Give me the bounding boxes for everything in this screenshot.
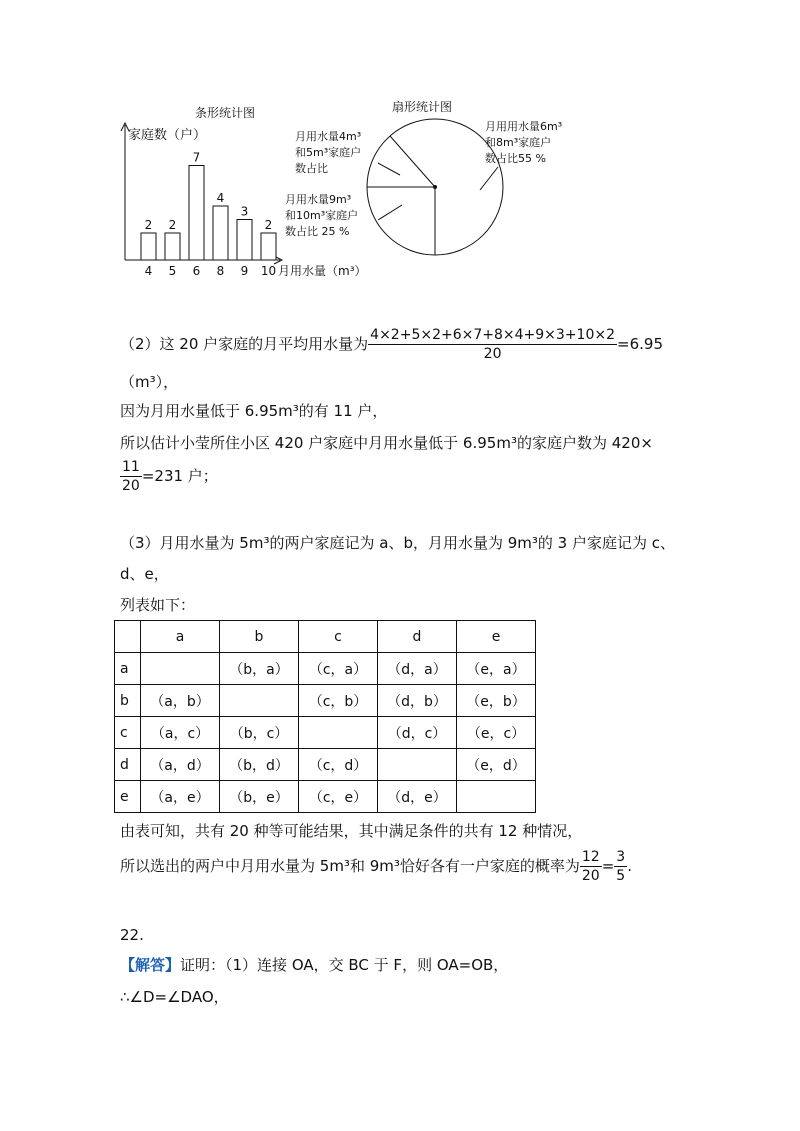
table-cell: （c，b） bbox=[299, 685, 378, 717]
part2-fraction2 bbox=[120, 458, 142, 495]
table-cell bbox=[378, 749, 457, 781]
table-cell: e bbox=[457, 621, 536, 653]
table-cell: （b，d） bbox=[220, 749, 299, 781]
bar-category-label: 4 bbox=[144, 264, 153, 278]
part3-fraction2 bbox=[614, 848, 627, 885]
part2-line1 bbox=[120, 326, 663, 363]
pie-chart-title: 扇形统计图 bbox=[392, 100, 453, 114]
bar-5 bbox=[165, 233, 180, 260]
bar-category-label: 8 bbox=[216, 264, 225, 278]
table-cell bbox=[457, 781, 536, 813]
table-cell: d bbox=[378, 621, 457, 653]
table-cell: （d，e） bbox=[378, 781, 457, 813]
part3-eq: = bbox=[601, 857, 615, 875]
q22-number: 22. bbox=[120, 926, 144, 944]
table-cell: （e，b） bbox=[457, 685, 536, 717]
part3-line1: （3）月用水量为 5m³的两户家庭记为 a、b，月用水量为 9m³的 3 户家庭记为 c、 bbox=[120, 534, 675, 552]
bars-group bbox=[141, 151, 276, 279]
table-cell: （e，d） bbox=[457, 749, 536, 781]
part3-conclusion2-prefix: 所以选出的两户中月用水量为 5m³和 9m³恰好各有一户家庭的概率为 bbox=[120, 857, 580, 875]
table-cell: （a，e） bbox=[141, 781, 220, 813]
bar-chart-xlabel: 月用水量（m³） bbox=[278, 264, 367, 278]
pie-divider-1 bbox=[390, 136, 435, 187]
table-cell bbox=[141, 653, 220, 685]
table-row bbox=[115, 653, 536, 685]
q22-line1 bbox=[120, 955, 508, 975]
table-cell: （b，a） bbox=[220, 653, 299, 685]
part2-frac2-den: 20 bbox=[122, 478, 140, 494]
pie-label-bottom-left-1: 月用水量9m³ bbox=[285, 193, 352, 206]
table-cell: （e，a） bbox=[457, 653, 536, 685]
table-cell: （e，c） bbox=[457, 717, 536, 749]
table-cell: （a，c） bbox=[141, 717, 220, 749]
bar-value-label: 4 bbox=[216, 191, 225, 205]
pie-label-bottom-left-2: 和10m³家庭户 bbox=[285, 209, 359, 222]
pie-label-top-left-2: 和5m³家庭户 bbox=[295, 146, 362, 159]
pie-label-bottom-left-3: 数占比 25 % bbox=[285, 225, 350, 238]
pie-center bbox=[433, 185, 437, 189]
table-cell: （d，c） bbox=[378, 717, 457, 749]
table-cell bbox=[220, 685, 299, 717]
bar-10 bbox=[261, 233, 276, 260]
pie-label-top-left-1: 月用水量4m³ bbox=[295, 130, 362, 143]
table-cell: a bbox=[115, 653, 141, 685]
bar-category-label: 9 bbox=[240, 264, 249, 278]
q22-tag: 【解答】 bbox=[120, 956, 181, 974]
bar-6 bbox=[189, 166, 204, 261]
table-cell: d bbox=[115, 749, 141, 781]
part3-frac2-den: 5 bbox=[616, 868, 626, 884]
table-cell: c bbox=[115, 717, 141, 749]
part2-result: =6.95 bbox=[617, 335, 663, 353]
pie-label-right-3: 数占比55 % bbox=[485, 152, 546, 165]
table-cell: b bbox=[115, 685, 141, 717]
table-cell bbox=[299, 717, 378, 749]
part2-line5 bbox=[120, 458, 218, 495]
part2-frac-den: 20 bbox=[483, 346, 502, 362]
bar-chart-title: 条形统计图 bbox=[195, 106, 256, 120]
bar-9 bbox=[237, 220, 252, 261]
part3-frac2-num: 3 bbox=[616, 849, 626, 865]
q22-line1-text: 证明：（1）连接 OA，交 BC 于 F，则 OA=OB， bbox=[180, 956, 509, 974]
table-row bbox=[115, 781, 536, 813]
part2-prefix: （2）这 20 户家庭的月平均用水量为 bbox=[120, 335, 369, 353]
part2-frac-num: 4×2+5×2+6×7+8×4+9×3+10×2 bbox=[370, 327, 616, 343]
part2-line2: （m³）， bbox=[120, 373, 179, 391]
part2-frac2-num: 11 bbox=[122, 459, 140, 475]
table-cell: （b，e） bbox=[220, 781, 299, 813]
part3-fraction bbox=[580, 848, 602, 885]
table-cell: （a，b） bbox=[141, 685, 220, 717]
pie-label-right-1: 月用用水量6m³ bbox=[485, 120, 563, 133]
part3-frac-den: 20 bbox=[581, 868, 600, 884]
bar-value-label: 7 bbox=[192, 150, 201, 165]
table-row bbox=[115, 685, 536, 717]
bar-chart-ylabel: 家庭数（户） bbox=[128, 128, 207, 143]
bar-category-label: 10 bbox=[260, 264, 277, 278]
table-cell: （c，e） bbox=[299, 781, 378, 813]
leader-bottom-left bbox=[378, 205, 402, 220]
pie-label-right-2: 和8m³家庭户 bbox=[485, 136, 552, 149]
part2-line3: 因为月用水量低于 6.95m³的有 11 户， bbox=[120, 402, 388, 420]
part3-line3: 列表如下： bbox=[120, 596, 196, 614]
bar-value-label: 2 bbox=[168, 218, 177, 232]
part2-fraction bbox=[368, 326, 617, 363]
part3-end: . bbox=[627, 857, 632, 875]
bar-8 bbox=[213, 206, 228, 260]
table-cell: b bbox=[220, 621, 299, 653]
part3-conclusion2 bbox=[120, 848, 632, 885]
table-cell: （d，b） bbox=[378, 685, 457, 717]
part3-conclusion1: 由表可知，共有 20 种等可能结果，其中满足条件的共有 12 种情况， bbox=[120, 822, 583, 840]
leader-right bbox=[480, 167, 498, 190]
bar-value-label: 2 bbox=[264, 218, 273, 232]
pie-label-top-left-3: 数占比 bbox=[295, 162, 328, 175]
q22-line2: ∴∠D=∠DAO， bbox=[120, 988, 229, 1006]
table-cell: c bbox=[299, 621, 378, 653]
table-cell bbox=[115, 621, 141, 653]
table-row bbox=[115, 749, 536, 781]
leader-top-left bbox=[378, 163, 400, 175]
part3-frac-num: 12 bbox=[581, 849, 600, 865]
table-cell: a bbox=[141, 621, 220, 653]
table-row bbox=[115, 717, 536, 749]
pair-table bbox=[114, 620, 536, 813]
part2-result2: =231 户； bbox=[141, 467, 218, 485]
part2-line4: 所以估计小莹所住小区 420 户家庭中月用水量低于 6.95m³的家庭户数为 420× bbox=[120, 434, 653, 452]
pie-chart bbox=[280, 95, 580, 265]
table-cell: （c，d） bbox=[299, 749, 378, 781]
bar-4 bbox=[141, 233, 156, 260]
table-cell: （a，d） bbox=[141, 749, 220, 781]
bar-value-label: 3 bbox=[240, 204, 249, 219]
table-cell: e bbox=[115, 781, 141, 813]
table-cell: （b，c） bbox=[220, 717, 299, 749]
table-header-row bbox=[115, 621, 536, 653]
bar-value-label: 2 bbox=[144, 218, 153, 232]
bar-category-label: 6 bbox=[192, 264, 201, 278]
table-cell: （c，a） bbox=[299, 653, 378, 685]
table-cell: （d，a） bbox=[378, 653, 457, 685]
part3-line2: d、e， bbox=[120, 565, 169, 583]
bar-category-label: 5 bbox=[168, 264, 177, 278]
